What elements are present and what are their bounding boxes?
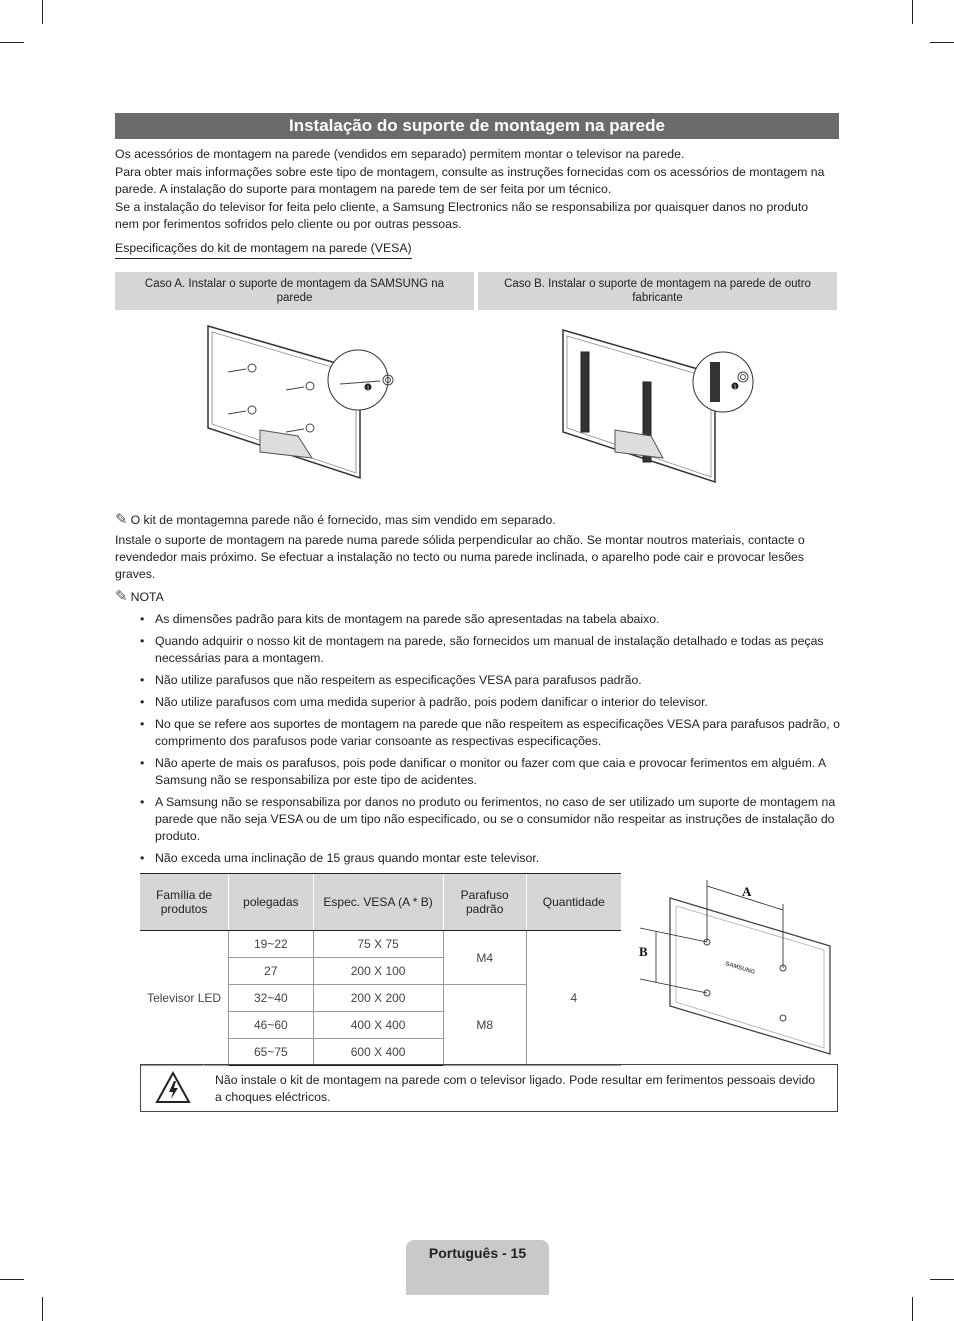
crop-mark bbox=[930, 1279, 954, 1280]
vesa-diagram bbox=[630, 876, 840, 1056]
page-footer-tab bbox=[406, 1240, 549, 1295]
list-item: • As dimensões padrão para kits de montagem na parede são apresentadas na tabela abaixo. bbox=[140, 611, 840, 628]
size-cell: 32~40 bbox=[229, 985, 313, 1012]
list-item: • Não exceda uma inclinação de 15 graus quando montar este televisor. bbox=[140, 850, 840, 867]
screw-cell: M8 bbox=[443, 985, 526, 1066]
case-b-header: Caso B. Instalar o suporte de montagem na parede de outro fabricante bbox=[478, 272, 837, 310]
size-cell: 65~75 bbox=[229, 1039, 313, 1066]
vesa-cell: 75 X 75 bbox=[313, 931, 443, 958]
dimension-label-b: B bbox=[639, 944, 648, 959]
divider bbox=[203, 1065, 204, 1111]
note-kit bbox=[115, 511, 835, 529]
section-title: Instalação do suporte de montagem na parede bbox=[115, 113, 839, 139]
marker-number: 1 bbox=[733, 384, 737, 391]
vesa-cell: 400 X 400 bbox=[313, 1012, 443, 1039]
warning-text: Não instale o kit de montagem na parede com o televisor ligado. Pode resultar em ferimentos pessoais devido a choques eléctricos. bbox=[215, 1073, 816, 1104]
intro-text bbox=[115, 146, 835, 234]
column-header: polegadas bbox=[229, 874, 313, 931]
list-item: • Quando adquirir o nosso kit de montagem na parede, são fornecidos um manual de instalação detalhado e todas as peças necessárias para a montagem. bbox=[140, 633, 840, 667]
crop-mark bbox=[0, 42, 24, 43]
list-item: • No que se refere aos suportes de montagem na parede que não respeitem as especificações VESA para parafusos padrão, o comprimento dos parafusos pode variar consoante as respectivas especificações. bbox=[140, 716, 840, 750]
marker-number: 1 bbox=[366, 385, 370, 392]
list-item: • Não aperte de mais os parafusos, pois pode danificar o monitor ou fazer com que caia e provocar ferimentos em alguém. A Samsung não se responsabiliza por este tipo de acidentes. bbox=[140, 755, 840, 789]
list-item: • Não utilize parafusos que não respeitem as especificações VESA para parafusos padrão. bbox=[140, 672, 840, 689]
case-a-header: Caso A. Instalar o suporte de montagem da SAMSUNG na parede bbox=[115, 272, 474, 310]
intro-paragraph: Os acessórios de montagem na parede (vendidos em separado) permitem montar o televisor na parede. bbox=[115, 147, 685, 161]
crop-mark bbox=[912, 1297, 913, 1321]
crop-mark bbox=[42, 0, 43, 24]
family-cell: Televisor LED bbox=[140, 931, 229, 1066]
size-cell: 46~60 bbox=[229, 1012, 313, 1039]
table-row bbox=[140, 931, 621, 958]
column-header: Família de produtos bbox=[140, 874, 229, 931]
screw-cell: M4 bbox=[443, 931, 526, 985]
vesa-table bbox=[140, 873, 621, 1066]
pencil-icon: ✎ bbox=[115, 511, 128, 528]
quantity-cell: 4 bbox=[526, 931, 621, 1066]
column-header: Espec. VESA (A * B) bbox=[313, 874, 443, 931]
vesa-cell: 200 X 200 bbox=[313, 985, 443, 1012]
pencil-icon: ✎ bbox=[115, 588, 128, 605]
nota-heading bbox=[115, 588, 835, 606]
crop-mark bbox=[0, 1279, 24, 1280]
column-header: Quantidade bbox=[526, 874, 621, 931]
page-number: Português - 15 bbox=[428, 1245, 527, 1261]
nota-bullets bbox=[140, 611, 840, 872]
list-item: • A Samsung não se responsabiliza por danos no produto ou ferimentos, no caso de ser utilizado um suporte de montagem na parede que não seja VESA ou de um tipo não especificado, ou se o consumidor não respeitar as instruções de instalação do produto. bbox=[140, 794, 840, 845]
list-item: • Não utilize parafusos com uma medida superior à padrão, pois podem danificar o interior do televisor. bbox=[140, 694, 840, 711]
case-b-illustration bbox=[555, 322, 765, 487]
vesa-cell: 200 X 100 bbox=[313, 958, 443, 985]
intro-paragraph: Se a instalação do televisor for feita pelo cliente, a Samsung Electronics não se responsabiliza por quaisquer danos no produto nem por ferimentos sofridos pelo cliente ou por outras pessoas. bbox=[115, 200, 809, 231]
warning-box bbox=[140, 1064, 838, 1112]
crop-mark bbox=[930, 42, 954, 43]
spec-heading: Especificações do kit de montagem na parede (VESA) bbox=[115, 240, 412, 259]
crop-mark bbox=[42, 1297, 43, 1321]
lightning-warning-icon bbox=[155, 1071, 191, 1104]
size-cell: 19~22 bbox=[229, 931, 313, 958]
install-text: Instale o suporte de montagem na parede numa parede sólida perpendicular ao chão. Se montar noutros materiais, contacte o revendedor mais próximo. Se efectuar a instalação no tecto ou numa parede inclinada, o aparelho pode cair e provocar lesões graves. bbox=[115, 533, 805, 581]
vesa-cell: 600 X 400 bbox=[313, 1039, 443, 1066]
note-kit-text: O kit de montagemna parede não é fornecido, mas sim vendido em separado. bbox=[130, 513, 556, 527]
column-header: Parafuso padrão bbox=[443, 874, 526, 931]
crop-mark bbox=[912, 0, 913, 24]
brand-label: SAMSUNG bbox=[724, 961, 756, 976]
table-header-row bbox=[140, 874, 621, 931]
case-a-illustration bbox=[200, 318, 410, 488]
nota-label: NOTA bbox=[130, 590, 164, 604]
intro-paragraph: Para obter mais informações sobre este tipo de montagem, consulte as instruções fornecidas com os acessórios de montagem na parede. A instalação do suporte para montagem na parede tem de ser feita por um técnico. bbox=[115, 165, 825, 196]
dimension-label-a: A bbox=[742, 884, 752, 899]
size-cell: 27 bbox=[229, 958, 313, 985]
